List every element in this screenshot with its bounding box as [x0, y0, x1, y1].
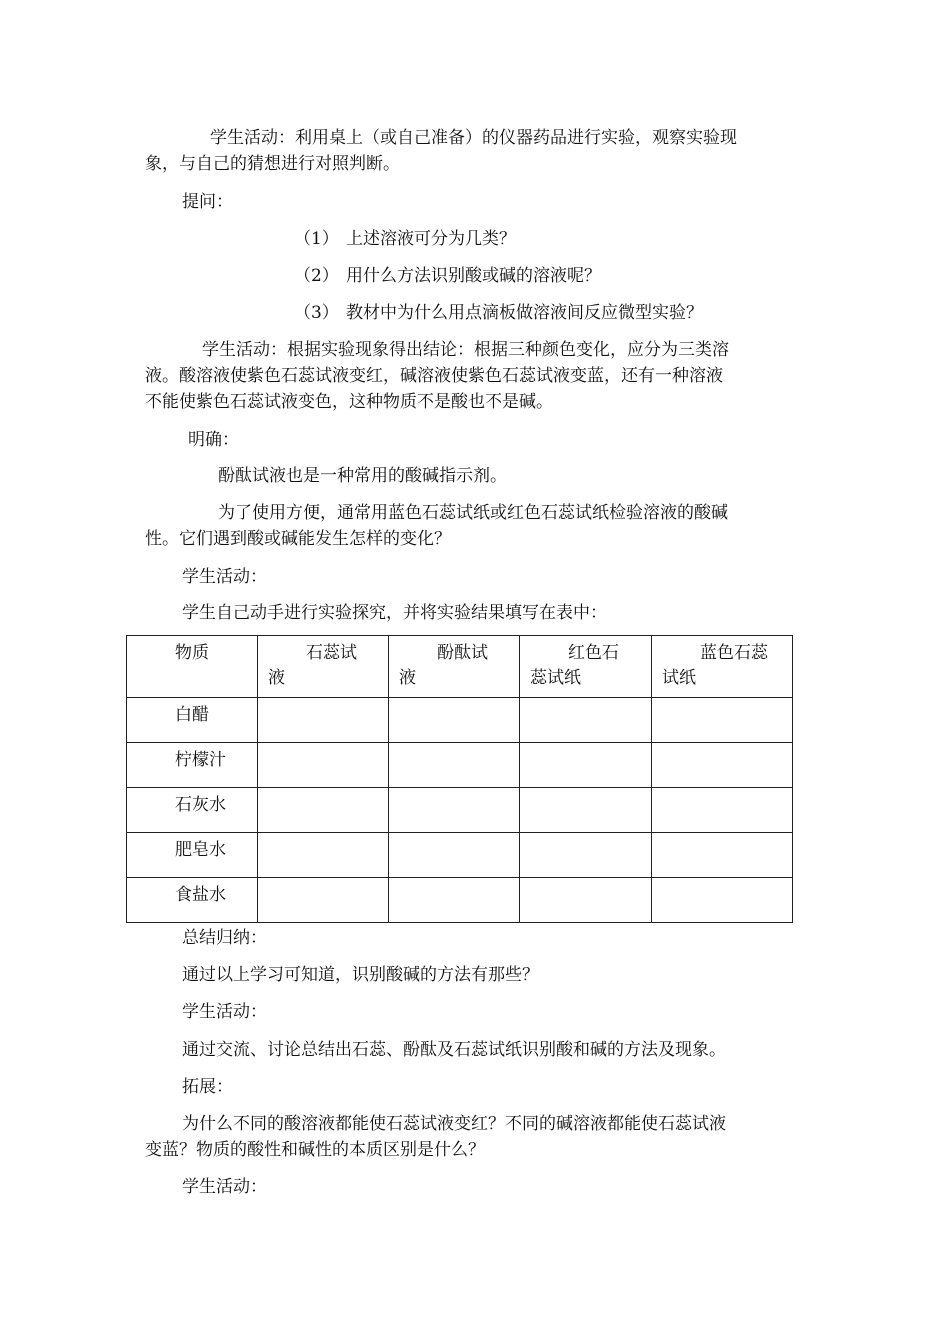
substance-cell — [127, 698, 258, 743]
result-cell — [258, 833, 389, 878]
question-text: 上述溶液可分为几类？ — [346, 229, 516, 249]
paragraph-line: 学生活动：根据实验现象得出结论：根据三种颜色变化，应分为三类溶 — [202, 340, 729, 360]
table-row — [127, 698, 793, 743]
paragraph-line: 学生自己动手进行实验探究，并将实验结果填写在表中： — [182, 603, 607, 623]
paragraph-line: 学生活动： — [182, 1002, 267, 1022]
paragraph-line: 性。它们遇到酸或碱能发生怎样的变化？ — [145, 529, 451, 549]
paragraph-line: 酚酞试液也是一种常用的酸碱指示剂。 — [218, 466, 507, 486]
substance-cell — [127, 833, 258, 878]
result-cell — [389, 743, 520, 788]
table-row — [127, 833, 793, 878]
header-label: 试纸 — [662, 668, 696, 688]
substance-cell — [127, 743, 258, 788]
result-cell — [520, 788, 652, 833]
substance-label: 白醋 — [175, 705, 209, 725]
result-cell — [652, 833, 793, 878]
table-row — [127, 743, 793, 788]
paragraph-line: 不能使紫色石蕊试液变色，这种物质不是酸也不是碱。 — [145, 392, 553, 412]
paragraph-line: 学生活动： — [182, 567, 267, 587]
header-label: 液 — [399, 668, 416, 688]
header-label: 蕊试纸 — [530, 668, 581, 688]
header-cell — [520, 636, 652, 698]
question-number: （3） — [294, 303, 339, 323]
paragraph-line: 拓展： — [182, 1077, 233, 1097]
table-row — [127, 878, 793, 923]
question-text: 教材中为什么用点滴板做溶液间反应微型实验？ — [346, 303, 703, 323]
question-number: （1） — [294, 229, 339, 249]
result-cell — [520, 743, 652, 788]
result-cell — [389, 878, 520, 923]
result-cell — [389, 833, 520, 878]
header-label: 蓝色石蕊 — [700, 643, 768, 663]
result-cell — [520, 833, 652, 878]
substance-label: 石灰水 — [175, 795, 226, 815]
substance-label: 肥皂水 — [175, 840, 226, 860]
paragraph-line: 为什么不同的酸溶液都能使石蕊试液变红？不同的碱溶液都能使石蕊试液 — [182, 1114, 726, 1134]
header-cell — [258, 636, 389, 698]
paragraph-line: 学生活动：利用桌上（或自己准备）的仪器药品进行实验，观察实验现 — [210, 128, 737, 148]
header-cell — [389, 636, 520, 698]
result-cell — [652, 698, 793, 743]
result-cell — [258, 788, 389, 833]
substance-cell — [127, 788, 258, 833]
paragraph-line: 通过交流、讨论总结出石蕊、酚酞及石蕊试纸识别酸和碱的方法及现象。 — [182, 1040, 726, 1060]
result-cell — [258, 698, 389, 743]
header-label: 酚酞试 — [437, 643, 488, 663]
paragraph-line: 提问： — [182, 192, 233, 212]
paragraph-line: 明确： — [188, 430, 239, 450]
question-number: （2） — [294, 266, 339, 286]
result-cell — [652, 878, 793, 923]
paragraph-line: 液。酸溶液使紫色石蕊试液变红，碱溶液使紫色石蕊试液变蓝，还有一种溶液 — [145, 366, 723, 386]
header-label: 物质 — [175, 643, 209, 663]
result-cell — [258, 743, 389, 788]
result-cell — [652, 788, 793, 833]
experiment-table — [126, 635, 793, 923]
result-cell — [520, 878, 652, 923]
substance-label: 柠檬汁 — [175, 750, 226, 770]
result-cell — [652, 743, 793, 788]
question-text: 用什么方法识别酸或碱的溶液呢？ — [346, 266, 601, 286]
header-label: 液 — [268, 668, 285, 688]
table-header-row — [127, 636, 793, 698]
result-cell — [258, 878, 389, 923]
header-cell — [127, 636, 258, 698]
paragraph-line: 象，与自己的猜想进行对照判断。 — [145, 154, 400, 174]
table-row — [127, 788, 793, 833]
header-label: 红色石 — [568, 643, 619, 663]
result-cell — [389, 788, 520, 833]
paragraph-line: 为了使用方便，通常用蓝色石蕊试纸或红色石蕊试纸检验溶液的酸碱 — [218, 503, 728, 523]
result-cell — [520, 698, 652, 743]
result-cell — [389, 698, 520, 743]
paragraph-line: 学生活动： — [182, 1177, 267, 1197]
paragraph-line: 总结归纳： — [182, 928, 267, 948]
substance-label: 食盐水 — [175, 885, 226, 905]
header-cell — [652, 636, 793, 698]
substance-cell — [127, 878, 258, 923]
paragraph-line: 通过以上学习可知道，识别酸碱的方法有那些？ — [182, 965, 539, 985]
header-label: 石蕊试 — [306, 643, 357, 663]
paragraph-line: 变蓝？物质的酸性和碱性的本质区别是什么？ — [145, 1140, 485, 1160]
